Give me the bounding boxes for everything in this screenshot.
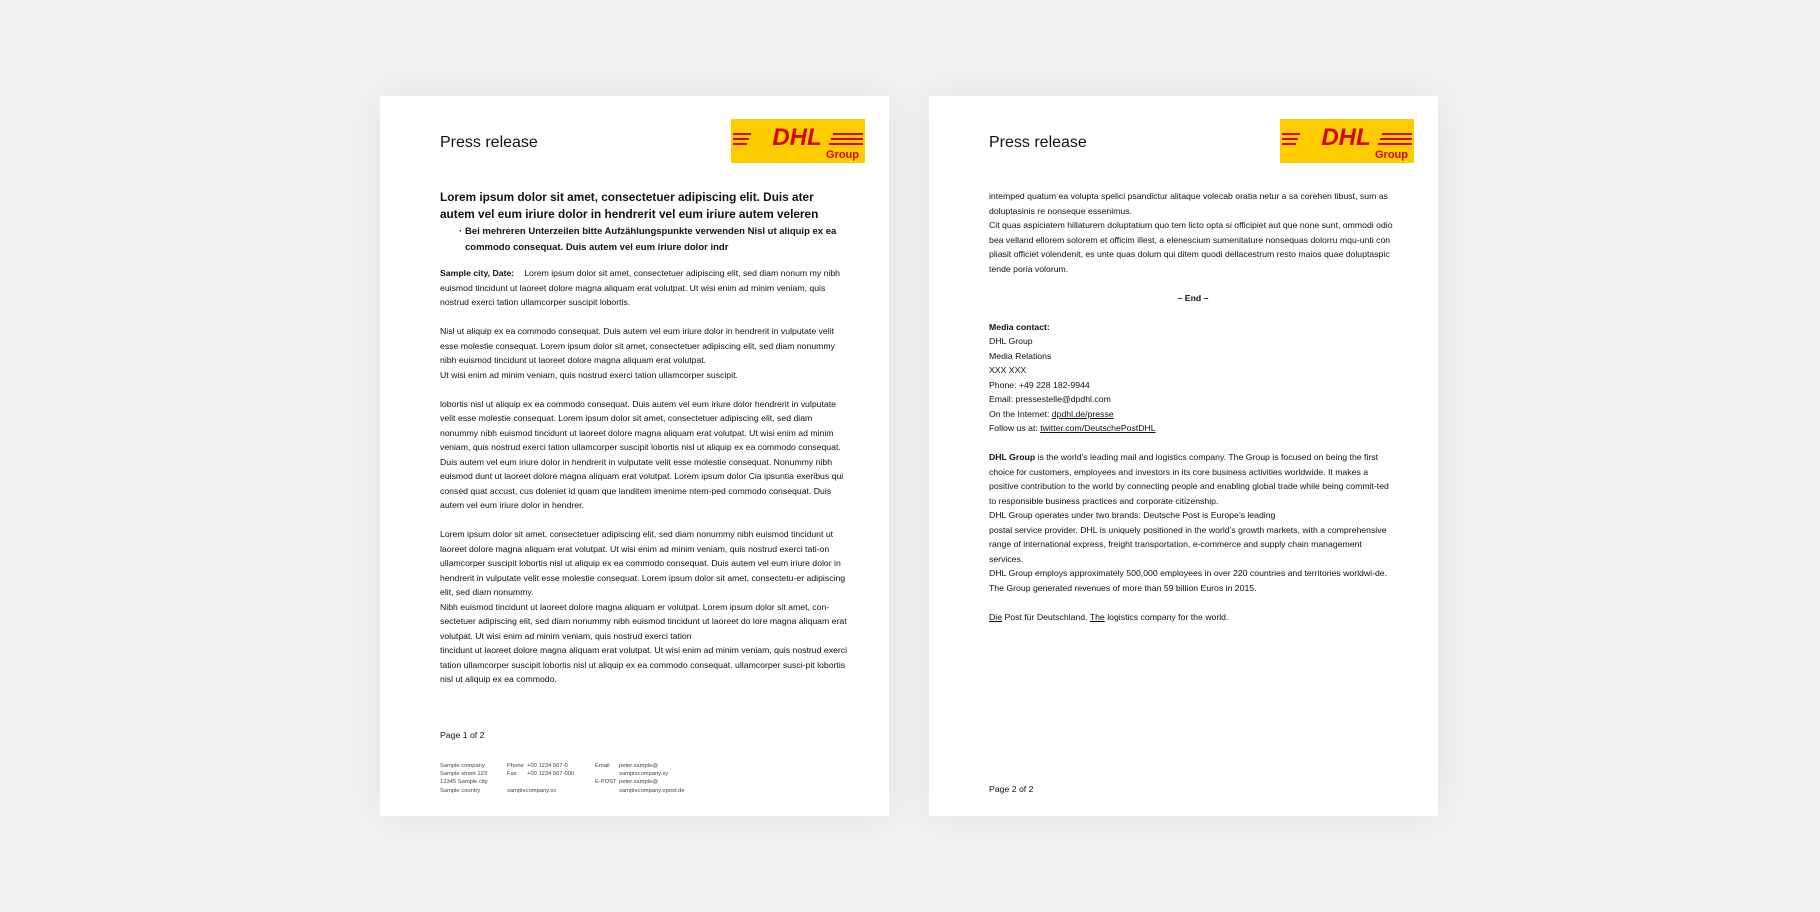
end-marker: – End – <box>1177 292 1209 303</box>
footer-email: peter.sample@ <box>619 763 659 769</box>
logo-wordmark: DHL <box>772 124 822 151</box>
dhl-group-logo <box>1280 119 1414 163</box>
press-release-page-1 <box>380 96 889 816</box>
logo-group-text: Group <box>826 149 859 161</box>
footer-country: Sample country <box>440 787 481 794</box>
follow-label: Follow us at: <box>989 423 1038 433</box>
subheadline-bullets <box>440 224 848 255</box>
footer-address <box>440 762 488 795</box>
dhl-group-logo <box>731 119 865 163</box>
dateline: Sample city, Date: <box>440 268 515 278</box>
body-paragraph: Cit quas aspiciatem hillaturem doluptatium quo tem licto opta si officipiet aut que none sunt, ommodi odio bea velland ellorem solorem et officim illest, a elenescium sumenitature nonsequas dolorru mqu-unti con pliasit officiet volendenit, es unte quas dolum qui ditem quodi dellacestrum resto maios quae doluptaspic tende poria volorum. <box>989 220 1393 274</box>
intro-text: Lorem ipsum dolor sit amet, consectetuer adipiscing elit, sed diam nonum my nibh euismod tincidunt ut laoreet dolore magna aliquam erat volutpat. Ut wisi enim ad minim veniam, quis nostrud exerci tation ullamcorper suscipit lobortis. <box>440 268 840 307</box>
about-company-name: DHL Group <box>989 452 1036 462</box>
footer-epost-domain: samplecompany.epost.de <box>619 787 685 794</box>
body-paragraph: intemped quatum ea volupta spelici psandictur alitaque volecab oratia netur a sa corehen tibust, sum as doluptasinis re nonseque essenimus. <box>989 191 1388 216</box>
footer-fax-label: Fax <box>507 771 517 778</box>
internet-line <box>989 407 1397 422</box>
footer-fax: +00 1234 567-000 <box>527 771 575 778</box>
tagline <box>989 610 1397 625</box>
footer-phone-fax <box>507 762 574 795</box>
body-paragraph: Ut wisi enim ad minim veniam, quis nostrud exerci tation ullamcorper suscipit. <box>440 369 738 380</box>
footer-email-domain: samplecompany.xy <box>619 771 669 778</box>
press-website-link[interactable]: dpdhl.de/presse <box>1051 408 1114 419</box>
page-number: Page 2 of 2 <box>989 784 1034 794</box>
intro-paragraph <box>440 266 848 310</box>
footer-street: Sample street 123 <box>440 771 488 778</box>
footer-city: 12345 Sample city <box>440 779 488 786</box>
about-paragraph: postal service provider. DHL is uniquely positioned in the world’s growth markets, with a comprehensive range of international express, freight transportation, e-commerce and supply chain management services. <box>989 524 1387 564</box>
page-1-body <box>440 189 848 687</box>
media-contact-heading: Media contact: <box>989 321 1050 332</box>
tagline-logistics: logistics company for the world. <box>1107 611 1229 622</box>
footer-epost: peter.sample@ <box>619 779 659 786</box>
page-2-body <box>989 189 1397 624</box>
page-title: Press release <box>440 134 538 151</box>
body-paragraph: Nibh euismod tincidunt ut laoreet dolore magna aliquam er volutpat. Lorem ipsum dolor sit amet, con-sectetuer adipiscing elit, sed diam nonummy nibh euismod tincidunt ut laoreet do lore magna aliquam erat volutpat. Ut wisi enim ad minim veniam, quis nostrud exerci tation <box>440 601 847 641</box>
logo-group-text: Group <box>1375 149 1408 161</box>
headline: Lorem ipsum dolor sit amet, consectetuer adipiscing elit. Duis ater autem vel eum iriure dolor in hendrerit vel eum iriure autem veleren <box>440 190 819 221</box>
page-number: Page 1 of 2 <box>440 730 485 740</box>
footer-website: samplecompany.xx <box>507 787 557 794</box>
bullet-item: · Bei mehreren Unterzeilen bitte Aufzählungspunkte verwenden Nisl ut aliquip ex ea commodo consequat. Duis autem vel eum iriure dolor indr <box>465 224 848 255</box>
body-paragraph: Lorem ipsum dolor sit amet, consectetuer adipiscing elit, sed diam nonummy nibh euismod tincidunt ut laoreet dolore magna aliquam erat volutpat. Ut wisi enim ad minim veniam, quis nostrud exerci tati-on ullamcorper suscipit lobortis nisl ut aliquip ex ea commodo consequat. Duis autem vel eum iriure dolor in hendrerit in vulputate velit esse molestie consequat. Lorem ipsum dolor sit amet, consectetu-er adipiscing elit, sed diam nonummy. <box>440 529 846 597</box>
contact-line: XXX XXX <box>989 365 1027 375</box>
body-paragraph: tincidunt ut laoreet dolore magna aliquam erat volutpat. Ut wisi enim ad minim veniam, quis nostrud exerci tation ullamcorper suscipit lobortis nisl ut aliquip ex ea commodo consequat. ullamcorper susci-pit lobortis nisl ut aliquip ex ea commodo. <box>440 645 848 684</box>
tagline-post: Post für Deutschland. <box>1004 611 1088 622</box>
body-paragraph: lobortis nisl ut aliquip ex ea commodo consequat. Duis autem vel eum iriure dolor hendrerit in vulputate velit esse molestie consequat. Lorem ipsum dolor sit amet, consectetuer adipiscing elit, sed diam nonummy nibh euismod tincidunt ut laoreet dolore magna aliquam erat volutpat. Ut wisi enim ad minim veniam, quis nostrud exerci tation ullamcorper suscipit lobortis nisl ut aliquip ex ea commodo consequat. Duis autem vel eum iriure dolor in hendrerit in vulputate velit esse molestie consequat. Nonummy nibh euismod dunt ut laoreet dolore magna aliquam erat volutpat. Lorem ipsum dolor Cia ipsuntia exeribus qui consed quat accust, cus doleniet id quam que landitem imenime ntem-ped commodo consequat. Duis autem vel eum iriure dolor in hendrer. <box>440 398 844 510</box>
about-paragraph: DHL Group employs approximately 500,000 employees in over 220 countries and territories worldwi-de. The Group generated revenues of more than 59 billion Euros in 2015. <box>989 568 1388 593</box>
follow-line <box>989 421 1397 436</box>
footer-phone-label: Phone <box>507 763 524 769</box>
contact-line: Media Relations <box>989 350 1052 361</box>
press-release-page-2 <box>929 96 1438 816</box>
logo-wordmark: DHL <box>1321 124 1371 151</box>
footer-email-epost <box>595 762 685 795</box>
about-paragraph <box>989 450 1397 508</box>
about-text: is the world’s leading mail and logistics company. The Group is focused on being the first choice for customers, employees and investors in its core business activities worldwide. It makes a positive contribution to the world by connecting people and enabling global trade while being commit-ted to responsible business practices and corporate citizenship. <box>989 452 1389 506</box>
contact-line: Phone: +49 228 182-9944 <box>989 379 1090 390</box>
footer-company: Sample company <box>440 763 485 769</box>
tagline-the: The <box>1089 611 1105 622</box>
contact-line: Email: pressestelle@dpdhl.com <box>989 394 1111 404</box>
page-title: Press release <box>989 134 1087 151</box>
internet-label: On the Internet: <box>989 408 1050 419</box>
footer-phone: +00 1234 567-0 <box>527 763 568 769</box>
footer-email-label: Email <box>595 763 610 769</box>
tagline-die: Die <box>989 611 1003 622</box>
twitter-link[interactable]: twitter.com/DeutschePostDHL <box>1040 423 1156 433</box>
about-paragraph: DHL Group operates under two brands: Deutsche Post is Europe’s leading <box>989 510 1276 520</box>
contact-line: DHL Group <box>989 336 1033 346</box>
body-paragraph: Nisl ut aliquip ex ea commodo consequat. Duis autem vel eum iriure dolor in hendrerit in vulputate velit esse molestie consequat. Lorem ipsum dolor sit amet, consectetuer adipiscing elit, sed diam nonummy nibh euismod tincidunt ut laoreet dolore magna aliquam erat volutpat. <box>440 326 835 365</box>
footer-epost-label: E-POST <box>595 779 617 786</box>
